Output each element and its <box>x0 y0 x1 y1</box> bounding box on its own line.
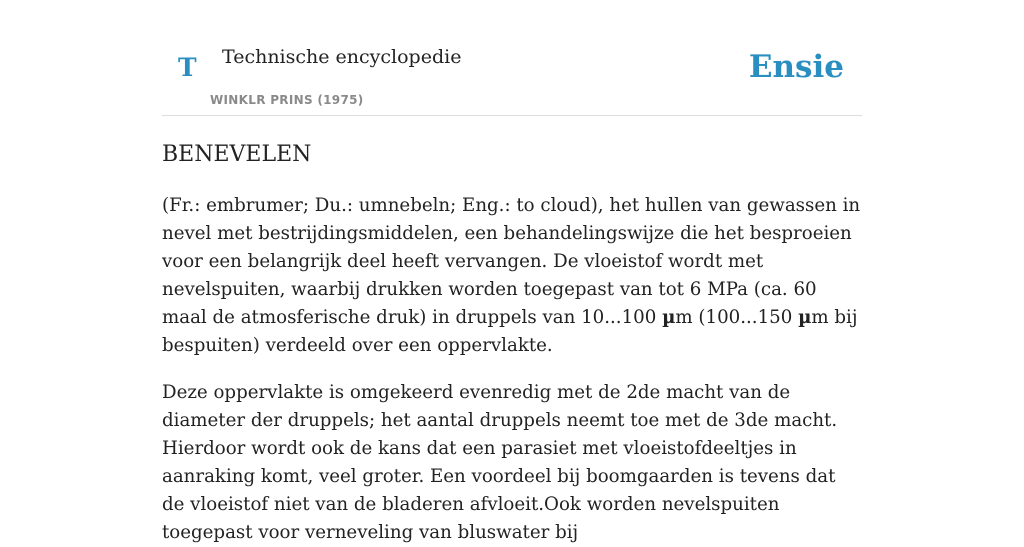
micro-symbol: µ <box>662 307 676 328</box>
micro-symbol: µ <box>798 307 812 328</box>
site-title[interactable]: Technische encyclopedie <box>222 46 462 68</box>
page-container <box>162 0 862 543</box>
paragraph-text: (Fr.: embrumer; Du.: umnebeln; Eng.: to cloud), het hullen van gewassen in nevel met bestrijdingsmiddelen, een behandelingswijze die het besproeien voor een belangrijk deel heeft vervangen. De vloeistof wordt met nevelspuiten, waarbij drukken worden toegepast van tot 6 MPa (ca. 60 maal de atmosferische druk) in druppels van 10...100 <box>162 195 861 328</box>
site-subtitle: WINKLR PRINS (1975) <box>210 93 364 107</box>
paragraph-text: m (100...150 <box>675 307 799 328</box>
entry-paragraph-1 <box>162 192 862 360</box>
entry-paragraph-2: Deze oppervlakte is omgekeerd evenredig met de 2de macht van de diameter der druppels; het aantal druppels neemt toe met de 3de macht. Hierdoor wordt ook de kans dat een parasiet met vloeistofdeeltjes in aanraking komt, veel groter. Een voordeel bij boomgaarden is tevens dat de vloeistof niet van de bladeren afvloeit.Ook worden nevelspuiten toegepast voor verneveling van bluswater bij <box>162 382 838 543</box>
brand-logo[interactable]: Ensie <box>748 49 844 85</box>
entry-title: BENEVELEN <box>162 142 312 167</box>
paragraph-text: m bij bespuiten) verdeeld over een oppervlakte. <box>162 307 858 356</box>
category-logo[interactable]: T <box>178 53 197 82</box>
site-header <box>162 0 862 116</box>
